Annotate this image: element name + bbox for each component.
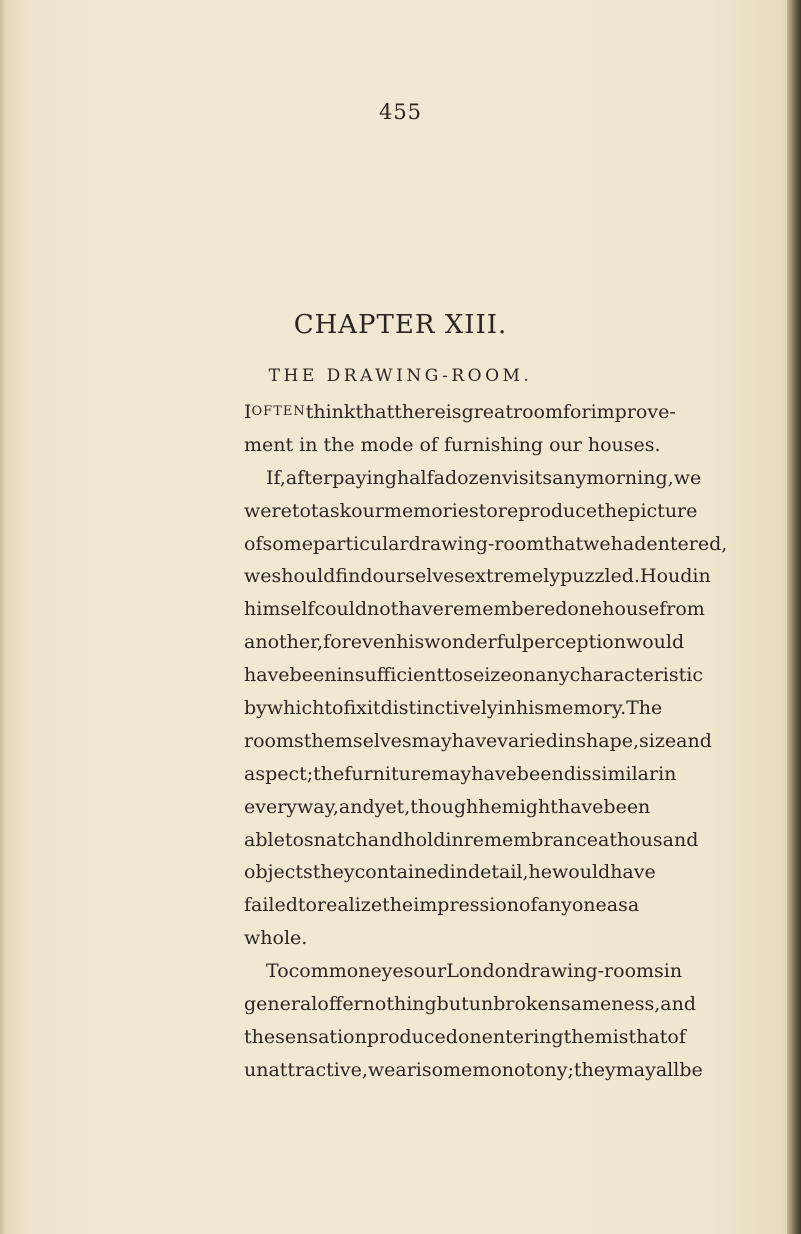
text-line: To common eyes our London drawing-rooms in [266, 960, 683, 983]
chapter-title: CHAPTER XIII. [293, 310, 508, 340]
text-line: general offer nothing but unbroken sameness, and [244, 993, 696, 1016]
text-line: I OFTEN think that there is great room for improve- [244, 401, 676, 423]
text-line: whole. [244, 927, 308, 950]
text-line: were to task our memories to reproduce the picture [244, 499, 698, 522]
text-line: unattractive, wearisome monotony; they may all be [244, 1058, 703, 1081]
text-line: of some particular drawing-room that we had entered, [244, 532, 728, 555]
text-line: the sensation produced on entering them is that of [244, 1025, 686, 1048]
text-line: we should find ourselves extremely puzzled. Houdin [244, 565, 711, 588]
text-line: have been insufficient to seize on any characteristic [244, 664, 703, 687]
page-right-edge [787, 0, 801, 1234]
text-line: failed to realize the impression of any one as a [244, 894, 640, 917]
page-left-edge [0, 0, 6, 1234]
text-line: every way, and yet, though he might have been [244, 795, 651, 818]
text-line: If, after paying half a dozen visits any morning, we [266, 466, 702, 489]
text-line: another, for even his wonderful perception would [244, 631, 685, 654]
text-line: able to snatch and hold in remembrance a thousand [244, 828, 699, 851]
page-number: 455 [378, 100, 423, 124]
section-title: THE DRAWING-ROOM. [268, 366, 533, 386]
text-line: aspect; the furniture may have been dissimilar in [244, 762, 677, 785]
text-line: by which to fix it distinctively in his memory. The [244, 697, 663, 720]
text-line: ment in the mode of furnishing our houses. [244, 433, 661, 456]
text-line: himself could not have remembered one house from [244, 598, 705, 621]
text-line: rooms themselves may have varied in shape, size and [244, 729, 712, 752]
body-text [244, 396, 728, 1087]
text-line: objects they contained in detail, he would have [244, 861, 656, 884]
